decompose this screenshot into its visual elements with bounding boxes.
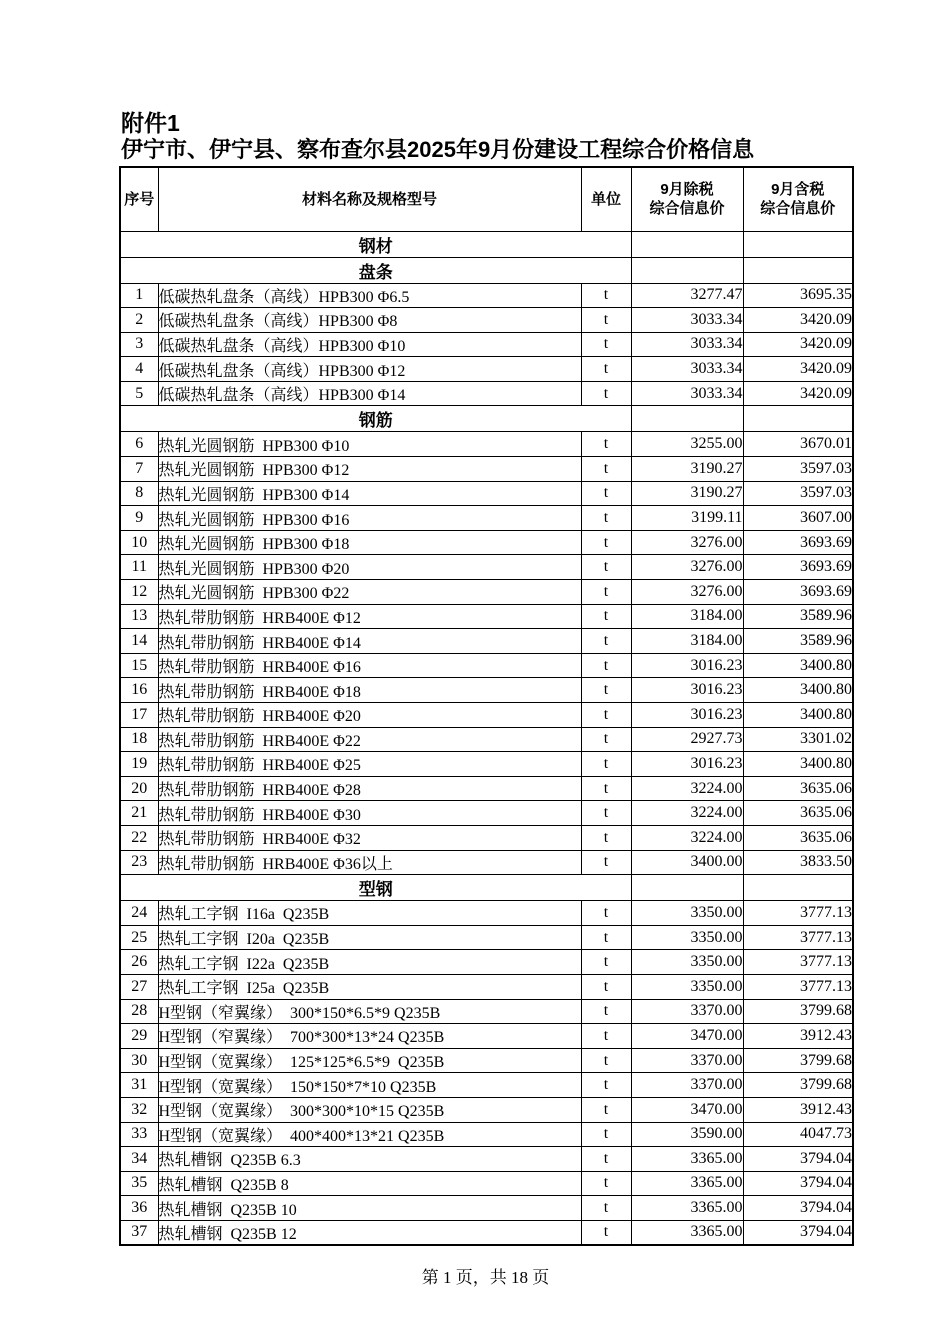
row-index: 37 bbox=[120, 1220, 158, 1245]
price-ex-tax-cell: 3350.00 bbox=[631, 974, 743, 999]
price-ex-tax-cell: 3400.00 bbox=[631, 850, 743, 875]
material-name: 热轧槽钢 Q235B 12 bbox=[158, 1220, 581, 1245]
table-row bbox=[120, 999, 853, 1024]
table-row bbox=[120, 727, 853, 752]
price-ex-tax-cell: 3370.00 bbox=[631, 1073, 743, 1098]
unit-cell: t bbox=[581, 381, 631, 406]
price-ex-tax-cell: 3190.27 bbox=[631, 457, 743, 482]
table-row bbox=[120, 332, 853, 357]
price-ex-tax-cell: 3199.11 bbox=[631, 506, 743, 531]
unit-cell: t bbox=[581, 1122, 631, 1147]
price-inc-tax-cell: 3799.68 bbox=[743, 1048, 853, 1073]
table-row bbox=[120, 481, 853, 506]
row-index: 16 bbox=[120, 678, 158, 703]
row-index: 19 bbox=[120, 752, 158, 777]
price-inc-tax-cell: 3635.06 bbox=[743, 825, 853, 850]
material-name: 热轧带肋钢筋 HRB400E Φ18 bbox=[158, 678, 581, 703]
row-index: 15 bbox=[120, 653, 158, 678]
price-ex-tax-cell: 3276.00 bbox=[631, 580, 743, 605]
material-name: 热轧工字钢 I22a Q235B bbox=[158, 950, 581, 975]
table-row bbox=[120, 1171, 853, 1196]
page-number: 第 1 页，共 18 页 bbox=[421, 1268, 550, 1287]
table-row bbox=[120, 629, 853, 654]
section-label: 型钢 bbox=[120, 875, 631, 901]
price-inc-tax-cell: 3794.04 bbox=[743, 1147, 853, 1172]
row-index: 20 bbox=[120, 776, 158, 801]
price-ex-tax-cell: 3470.00 bbox=[631, 1024, 743, 1049]
row-index: 34 bbox=[120, 1147, 158, 1172]
row-index: 26 bbox=[120, 950, 158, 975]
table-row bbox=[120, 653, 853, 678]
material-name: H型钢（宽翼缘） 125*125*6.5*9 Q235B bbox=[158, 1048, 581, 1073]
price-inc-tax-cell: 3794.04 bbox=[743, 1171, 853, 1196]
attachment-label: 附件1 bbox=[121, 110, 180, 136]
price-inc-tax-cell: 3833.50 bbox=[743, 850, 853, 875]
table-row bbox=[120, 974, 853, 999]
price-ex-tax-cell: 3224.00 bbox=[631, 776, 743, 801]
price-inc-tax-cell: 3777.13 bbox=[743, 950, 853, 975]
price-inc-tax-cell: 3912.43 bbox=[743, 1024, 853, 1049]
row-index: 3 bbox=[120, 332, 158, 357]
unit-cell: t bbox=[581, 727, 631, 752]
price-inc-tax-cell: 3670.01 bbox=[743, 432, 853, 457]
table-row bbox=[120, 1122, 853, 1147]
price-ex-tax-cell: 3016.23 bbox=[631, 653, 743, 678]
price-ex-tax-cell: 3016.23 bbox=[631, 678, 743, 703]
material-name: 热轧光圆钢筋 HPB300 Φ18 bbox=[158, 530, 581, 555]
material-name: 热轧带肋钢筋 HRB400E Φ22 bbox=[158, 727, 581, 752]
table-row bbox=[120, 506, 853, 531]
material-name: 热轧光圆钢筋 HPB300 Φ20 bbox=[158, 555, 581, 580]
unit-cell: t bbox=[581, 703, 631, 728]
table-row bbox=[120, 555, 853, 580]
header-price-ex-tax-line1: 9月除税 bbox=[660, 181, 714, 199]
price-inc-tax-cell: 3799.68 bbox=[743, 1073, 853, 1098]
table-row bbox=[120, 530, 853, 555]
section-row bbox=[120, 875, 853, 901]
row-index: 1 bbox=[120, 283, 158, 308]
price-ex-tax-cell: 3033.34 bbox=[631, 357, 743, 382]
material-name: 低碳热轧盘条（高线）HPB300 Φ12 bbox=[158, 357, 581, 382]
unit-cell: t bbox=[581, 653, 631, 678]
row-index: 11 bbox=[120, 555, 158, 580]
table-row bbox=[120, 1196, 853, 1221]
row-index: 17 bbox=[120, 703, 158, 728]
material-name: 热轧光圆钢筋 HPB300 Φ10 bbox=[158, 432, 581, 457]
table-row bbox=[120, 1073, 853, 1098]
row-index: 35 bbox=[120, 1171, 158, 1196]
price-ex-tax-cell: 3590.00 bbox=[631, 1122, 743, 1147]
unit-cell: t bbox=[581, 555, 631, 580]
price-inc-tax-cell: 3400.80 bbox=[743, 752, 853, 777]
unit-cell: t bbox=[581, 1024, 631, 1049]
row-index: 27 bbox=[120, 974, 158, 999]
unit-cell: t bbox=[581, 925, 631, 950]
section-empty-ex-tax-cell bbox=[631, 875, 743, 901]
table-row bbox=[120, 308, 853, 333]
price-ex-tax-cell: 3365.00 bbox=[631, 1147, 743, 1172]
price-ex-tax-cell: 3350.00 bbox=[631, 950, 743, 975]
unit-cell: t bbox=[581, 678, 631, 703]
row-index: 5 bbox=[120, 381, 158, 406]
material-name: 热轧工字钢 I20a Q235B bbox=[158, 925, 581, 950]
unit-cell: t bbox=[581, 432, 631, 457]
section-empty-inc-tax-cell bbox=[743, 257, 853, 283]
unit-cell: t bbox=[581, 825, 631, 850]
row-index: 14 bbox=[120, 629, 158, 654]
table-row bbox=[120, 825, 853, 850]
unit-cell: t bbox=[581, 580, 631, 605]
material-name: 热轧工字钢 I25a Q235B bbox=[158, 974, 581, 999]
unit-cell: t bbox=[581, 629, 631, 654]
material-name: 热轧带肋钢筋 HRB400E Φ20 bbox=[158, 703, 581, 728]
price-ex-tax-cell: 3365.00 bbox=[631, 1220, 743, 1245]
section-row bbox=[120, 406, 853, 432]
section-empty-inc-tax-cell bbox=[743, 875, 853, 901]
table-row bbox=[120, 432, 853, 457]
price-table-body bbox=[120, 231, 853, 1245]
material-name: H型钢（宽翼缘） 400*400*13*21 Q235B bbox=[158, 1122, 581, 1147]
header-price-ex-tax-line2: 综合信息价 bbox=[649, 200, 725, 218]
price-ex-tax-cell: 2927.73 bbox=[631, 727, 743, 752]
price-inc-tax-cell: 3597.03 bbox=[743, 481, 853, 506]
price-ex-tax-cell: 3276.00 bbox=[631, 555, 743, 580]
price-inc-tax-cell: 3693.69 bbox=[743, 580, 853, 605]
table-row bbox=[120, 801, 853, 826]
table-row bbox=[120, 1097, 853, 1122]
header-price-ex-tax bbox=[631, 167, 743, 231]
price-ex-tax-cell: 3350.00 bbox=[631, 901, 743, 926]
section-empty-inc-tax-cell bbox=[743, 406, 853, 432]
unit-cell: t bbox=[581, 332, 631, 357]
unit-cell: t bbox=[581, 999, 631, 1024]
price-ex-tax-cell: 3276.00 bbox=[631, 530, 743, 555]
unit-cell: t bbox=[581, 776, 631, 801]
section-empty-inc-tax-cell bbox=[743, 231, 853, 257]
unit-cell: t bbox=[581, 1097, 631, 1122]
price-inc-tax-cell: 3693.69 bbox=[743, 555, 853, 580]
unit-cell: t bbox=[581, 506, 631, 531]
row-index: 29 bbox=[120, 1024, 158, 1049]
unit-cell: t bbox=[581, 1220, 631, 1245]
table-row bbox=[120, 678, 853, 703]
row-index: 8 bbox=[120, 481, 158, 506]
row-index: 10 bbox=[120, 530, 158, 555]
row-index: 22 bbox=[120, 825, 158, 850]
unit-cell: t bbox=[581, 752, 631, 777]
header-unit: 单位 bbox=[581, 167, 631, 231]
price-inc-tax-cell: 3589.96 bbox=[743, 604, 853, 629]
unit-cell: t bbox=[581, 283, 631, 308]
material-name: 热轧带肋钢筋 HRB400E Φ14 bbox=[158, 629, 581, 654]
material-name: 低碳热轧盘条（高线）HPB300 Φ8 bbox=[158, 308, 581, 333]
price-ex-tax-cell: 3370.00 bbox=[631, 1048, 743, 1073]
material-name: H型钢（宽翼缘） 150*150*7*10 Q235B bbox=[158, 1073, 581, 1098]
material-name: 热轧带肋钢筋 HRB400E Φ12 bbox=[158, 604, 581, 629]
material-name: 热轧光圆钢筋 HPB300 Φ12 bbox=[158, 457, 581, 482]
unit-cell: t bbox=[581, 1147, 631, 1172]
header-price-inc-tax-line2: 综合信息价 bbox=[760, 200, 836, 218]
unit-cell: t bbox=[581, 974, 631, 999]
section-row bbox=[120, 257, 853, 283]
table-row bbox=[120, 776, 853, 801]
header-price-inc-tax bbox=[743, 167, 853, 231]
material-name: 热轧带肋钢筋 HRB400E Φ30 bbox=[158, 801, 581, 826]
price-inc-tax-cell: 3635.06 bbox=[743, 801, 853, 826]
price-ex-tax-cell: 3016.23 bbox=[631, 752, 743, 777]
price-ex-tax-cell: 3365.00 bbox=[631, 1171, 743, 1196]
unit-cell: t bbox=[581, 1073, 631, 1098]
header-material-name: 材料名称及规格型号 bbox=[158, 167, 581, 231]
table-row bbox=[120, 752, 853, 777]
price-inc-tax-cell: 3695.35 bbox=[743, 283, 853, 308]
price-inc-tax-cell: 3799.68 bbox=[743, 999, 853, 1024]
header-index: 序号 bbox=[120, 167, 158, 231]
material-name: 热轧带肋钢筋 HRB400E Φ32 bbox=[158, 825, 581, 850]
price-inc-tax-cell: 3607.00 bbox=[743, 506, 853, 531]
price-ex-tax-cell: 3033.34 bbox=[631, 332, 743, 357]
price-ex-tax-cell: 3033.34 bbox=[631, 381, 743, 406]
row-index: 9 bbox=[120, 506, 158, 531]
table-row bbox=[120, 604, 853, 629]
table-header-row bbox=[120, 167, 853, 231]
price-inc-tax-cell: 3777.13 bbox=[743, 925, 853, 950]
price-ex-tax-cell: 3224.00 bbox=[631, 825, 743, 850]
price-inc-tax-cell: 3420.09 bbox=[743, 308, 853, 333]
price-inc-tax-cell: 3635.06 bbox=[743, 776, 853, 801]
price-ex-tax-cell: 3370.00 bbox=[631, 999, 743, 1024]
row-index: 25 bbox=[120, 925, 158, 950]
row-index: 32 bbox=[120, 1097, 158, 1122]
unit-cell: t bbox=[581, 308, 631, 333]
unit-cell: t bbox=[581, 1048, 631, 1073]
price-ex-tax-cell: 3365.00 bbox=[631, 1196, 743, 1221]
section-empty-ex-tax-cell bbox=[631, 406, 743, 432]
unit-cell: t bbox=[581, 530, 631, 555]
unit-cell: t bbox=[581, 1196, 631, 1221]
unit-cell: t bbox=[581, 457, 631, 482]
row-index: 33 bbox=[120, 1122, 158, 1147]
row-index: 36 bbox=[120, 1196, 158, 1221]
material-name: 热轧带肋钢筋 HRB400E Φ28 bbox=[158, 776, 581, 801]
unit-cell: t bbox=[581, 1171, 631, 1196]
price-inc-tax-cell: 3420.09 bbox=[743, 332, 853, 357]
price-inc-tax-cell: 3400.80 bbox=[743, 678, 853, 703]
table-row bbox=[120, 1024, 853, 1049]
row-index: 31 bbox=[120, 1073, 158, 1098]
price-inc-tax-cell: 3794.04 bbox=[743, 1220, 853, 1245]
table-row bbox=[120, 1147, 853, 1172]
unit-cell: t bbox=[581, 950, 631, 975]
material-name: 热轧带肋钢筋 HRB400E Φ16 bbox=[158, 653, 581, 678]
section-empty-ex-tax-cell bbox=[631, 231, 743, 257]
material-name: H型钢（宽翼缘） 300*300*10*15 Q235B bbox=[158, 1097, 581, 1122]
material-name: 热轧槽钢 Q235B 8 bbox=[158, 1171, 581, 1196]
material-name: 热轧光圆钢筋 HPB300 Φ16 bbox=[158, 506, 581, 531]
price-table bbox=[119, 166, 854, 1246]
price-inc-tax-cell: 3794.04 bbox=[743, 1196, 853, 1221]
section-label: 钢材 bbox=[120, 231, 631, 257]
section-row bbox=[120, 231, 853, 257]
price-inc-tax-cell: 3777.13 bbox=[743, 901, 853, 926]
price-ex-tax-cell: 3277.47 bbox=[631, 283, 743, 308]
page-title: 伊宁市、伊宁县、察布查尔县2025年9月份建设工程综合价格信息 bbox=[121, 137, 755, 162]
table-row bbox=[120, 381, 853, 406]
row-index: 6 bbox=[120, 432, 158, 457]
material-name: 低碳热轧盘条（高线）HPB300 Φ6.5 bbox=[158, 283, 581, 308]
material-name: 热轧槽钢 Q235B 10 bbox=[158, 1196, 581, 1221]
price-ex-tax-cell: 3016.23 bbox=[631, 703, 743, 728]
row-index: 28 bbox=[120, 999, 158, 1024]
price-ex-tax-cell: 3184.00 bbox=[631, 604, 743, 629]
table-row bbox=[120, 283, 853, 308]
row-index: 12 bbox=[120, 580, 158, 605]
price-ex-tax-cell: 3470.00 bbox=[631, 1097, 743, 1122]
material-name: 热轧工字钢 I16a Q235B bbox=[158, 901, 581, 926]
unit-cell: t bbox=[581, 481, 631, 506]
table-row bbox=[120, 901, 853, 926]
unit-cell: t bbox=[581, 901, 631, 926]
row-index: 18 bbox=[120, 727, 158, 752]
price-ex-tax-cell: 3224.00 bbox=[631, 801, 743, 826]
row-index: 2 bbox=[120, 308, 158, 333]
row-index: 23 bbox=[120, 850, 158, 875]
price-ex-tax-cell: 3184.00 bbox=[631, 629, 743, 654]
price-inc-tax-cell: 3400.80 bbox=[743, 703, 853, 728]
price-inc-tax-cell: 4047.73 bbox=[743, 1122, 853, 1147]
table-row bbox=[120, 703, 853, 728]
unit-cell: t bbox=[581, 801, 631, 826]
row-index: 7 bbox=[120, 457, 158, 482]
section-empty-ex-tax-cell bbox=[631, 257, 743, 283]
row-index: 21 bbox=[120, 801, 158, 826]
table-row bbox=[120, 1048, 853, 1073]
row-index: 24 bbox=[120, 901, 158, 926]
price-inc-tax-cell: 3400.80 bbox=[743, 653, 853, 678]
table-row bbox=[120, 357, 853, 382]
row-index: 30 bbox=[120, 1048, 158, 1073]
unit-cell: t bbox=[581, 850, 631, 875]
price-inc-tax-cell: 3777.13 bbox=[743, 974, 853, 999]
table-row bbox=[120, 850, 853, 875]
material-name: 热轧带肋钢筋 HRB400E Φ36以上 bbox=[158, 850, 581, 875]
price-ex-tax-cell: 3033.34 bbox=[631, 308, 743, 333]
header-price-inc-tax-line1: 9月含税 bbox=[771, 181, 825, 199]
material-name: 热轧槽钢 Q235B 6.3 bbox=[158, 1147, 581, 1172]
price-inc-tax-cell: 3912.43 bbox=[743, 1097, 853, 1122]
material-name: H型钢（窄翼缘） 700*300*13*24 Q235B bbox=[158, 1024, 581, 1049]
table-row bbox=[120, 950, 853, 975]
material-name: 热轧带肋钢筋 HRB400E Φ25 bbox=[158, 752, 581, 777]
price-inc-tax-cell: 3597.03 bbox=[743, 457, 853, 482]
material-name: 热轧光圆钢筋 HPB300 Φ22 bbox=[158, 580, 581, 605]
table-row bbox=[120, 1220, 853, 1245]
material-name: 热轧光圆钢筋 HPB300 Φ14 bbox=[158, 481, 581, 506]
table-row bbox=[120, 925, 853, 950]
table-row bbox=[120, 580, 853, 605]
section-label: 钢筋 bbox=[120, 406, 631, 432]
material-name: 低碳热轧盘条（高线）HPB300 Φ10 bbox=[158, 332, 581, 357]
section-label: 盘条 bbox=[120, 257, 631, 283]
table-row bbox=[120, 457, 853, 482]
price-ex-tax-cell: 3190.27 bbox=[631, 481, 743, 506]
unit-cell: t bbox=[581, 357, 631, 382]
price-ex-tax-cell: 3255.00 bbox=[631, 432, 743, 457]
price-inc-tax-cell: 3420.09 bbox=[743, 381, 853, 406]
price-ex-tax-cell: 3350.00 bbox=[631, 925, 743, 950]
price-inc-tax-cell: 3693.69 bbox=[743, 530, 853, 555]
price-inc-tax-cell: 3420.09 bbox=[743, 357, 853, 382]
price-inc-tax-cell: 3589.96 bbox=[743, 629, 853, 654]
price-inc-tax-cell: 3301.02 bbox=[743, 727, 853, 752]
material-name: H型钢（窄翼缘） 300*150*6.5*9 Q235B bbox=[158, 999, 581, 1024]
row-index: 13 bbox=[120, 604, 158, 629]
material-name: 低碳热轧盘条（高线）HPB300 Φ14 bbox=[158, 381, 581, 406]
unit-cell: t bbox=[581, 604, 631, 629]
row-index: 4 bbox=[120, 357, 158, 382]
